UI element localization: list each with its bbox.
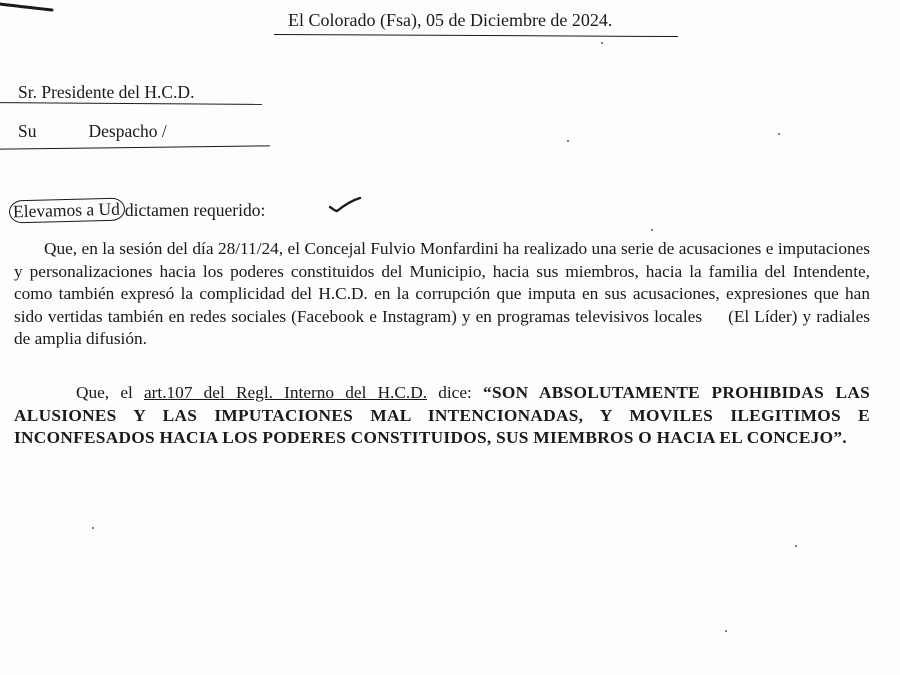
paragraph-2-lead: Que, el bbox=[76, 383, 144, 402]
paragraph-1-end: (El Líder) y radiales de amplia difusión. bbox=[14, 306, 870, 349]
office-line bbox=[18, 121, 167, 142]
office-line-despacho: Despacho / bbox=[88, 121, 167, 141]
checkmark-icon bbox=[328, 195, 362, 215]
scan-speck bbox=[778, 133, 780, 135]
office-line-su: Su bbox=[18, 121, 37, 141]
paragraph-2-says: dice: bbox=[427, 383, 484, 402]
scan-speck bbox=[725, 630, 727, 632]
intro-rest: dictamen requerido: bbox=[124, 200, 266, 220]
regulation-quote: “SON ABSOLUTAMENTE PROHIBIDAS LAS ALUSIONES Y LAS IMPUTACIONES MAL INTENCIONADAS, Y MOVILES ILEGITIMOS E INCONFESADOS HACIA LOS PODERES CONSTITUIDOS, SUS MIEMBROS O HACIA EL CONCEJO”. bbox=[14, 383, 871, 448]
paragraph-1-text: Que, en la sesión del día 28/11/24, el Concejal Fulvio Monfardini ha realizado una serie de acusaciones e imputaciones y personalizaciones hacia los poderes constituidos del Municipio, hacia sus miembros, hacia la familia del Intendente, como también expresó la complicidad del H.C.D. en la corrupción que imputa en sus acusaciones, expresiones que han sido vertidas también en redes sociales (Facebook e Instagram) y en programas televisivos locales bbox=[14, 239, 870, 326]
recipient-underline bbox=[0, 102, 262, 105]
scan-speck bbox=[795, 545, 797, 547]
regulation-reference: art.107 del Regl. Interno del H.C.D. bbox=[144, 383, 428, 402]
recipient-line: Sr. Presidente del H.C.D. bbox=[18, 82, 195, 102]
scan-speck bbox=[601, 42, 603, 44]
date-underline bbox=[274, 34, 678, 37]
paragraph-1 bbox=[14, 238, 870, 351]
paragraph-2 bbox=[14, 382, 870, 450]
pen-stroke-mark bbox=[0, 0, 60, 20]
scan-speck bbox=[651, 229, 653, 231]
scan-speck bbox=[92, 527, 94, 529]
intro-line bbox=[14, 199, 265, 222]
circled-phrase: Elevamos a Ud bbox=[9, 197, 125, 223]
scan-speck bbox=[567, 140, 569, 142]
office-underline bbox=[0, 145, 270, 149]
date-line: El Colorado (Fsa), 05 de Diciembre de 2024. bbox=[288, 10, 613, 30]
